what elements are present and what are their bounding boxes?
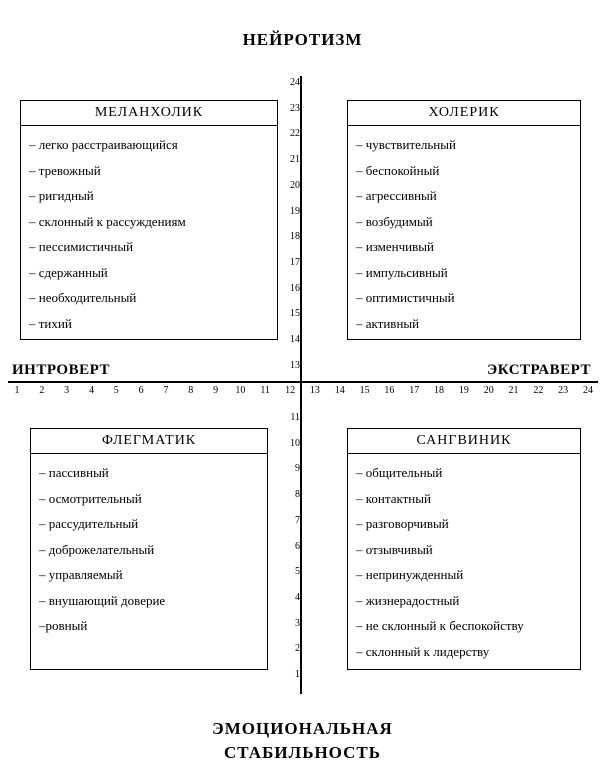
vertical-tick-label: 23 <box>290 102 300 114</box>
extravert-label: ЭКСТРАВЕРТ <box>487 362 591 378</box>
emotional-stability-line1: ЭМОЦИОНАЛЬНАЯ <box>212 719 393 738</box>
sanguine-box <box>347 428 581 670</box>
vertical-tick-label: 17 <box>290 256 300 268</box>
list-item: – общительный <box>356 465 443 480</box>
list-item: – контактный <box>356 490 431 506</box>
phlegmatic-title: ФЛЕГМАТИК <box>31 429 267 454</box>
list-item: – ригидный <box>29 188 94 203</box>
vertical-tick-label: 8 <box>295 489 300 501</box>
vertical-tick-label: 5 <box>295 566 300 578</box>
vertical-tick-label: 21 <box>290 154 300 166</box>
emotional-stability-title <box>0 717 605 765</box>
vertical-tick-label: 24 <box>290 77 300 88</box>
vertical-tick-label: 9 <box>295 463 300 475</box>
melancholic-list <box>21 126 277 336</box>
introvert-label: ИНТРОВЕРТ <box>12 362 110 378</box>
vertical-axis-line <box>300 76 302 694</box>
neuroticism-title: НЕЙРОТИЗМ <box>242 30 363 49</box>
vertical-tick-label: 14 <box>290 334 300 345</box>
horizontal-tick-label: 3 <box>64 385 70 396</box>
horizontal-tick-label: 13 <box>309 385 320 396</box>
horizontal-tick-label: 22 <box>533 385 544 396</box>
list-item: – управляемый <box>39 567 123 582</box>
horizontal-tick-label: 9 <box>213 385 219 396</box>
sanguine-title: САНГВИНИК <box>348 429 580 454</box>
vertical-tick-label: 3 <box>295 617 300 629</box>
horizontal-tick-label: 10 <box>235 385 246 396</box>
list-item: – тихий <box>29 315 72 331</box>
horizontal-tick-label: 7 <box>163 385 169 396</box>
horizontal-tick-label: 21 <box>508 385 519 396</box>
horizontal-axis-line <box>8 381 598 383</box>
horizontal-tick-label: 23 <box>558 385 569 396</box>
list-item: – доброжелательный <box>39 541 155 557</box>
vertical-tick-label: 2 <box>295 643 300 655</box>
melancholic-box <box>20 100 278 340</box>
list-item: – пассивный <box>39 465 109 480</box>
horizontal-tick-label: 17 <box>409 385 420 396</box>
list-item: – не склонный к беспокойству <box>356 618 524 633</box>
horizontal-tick-label: 5 <box>113 385 119 396</box>
vertical-tick-label: 11 <box>290 412 300 423</box>
vertical-tick-label: 18 <box>290 231 300 243</box>
list-item: – разговорчивый <box>356 516 449 531</box>
phlegmatic-list <box>31 454 267 639</box>
list-item: – изменчивый <box>356 239 434 254</box>
horizontal-tick-label: 15 <box>359 385 370 396</box>
list-item: –ровный <box>39 618 88 633</box>
list-item: – осмотрительный <box>39 490 142 506</box>
choleric-box <box>347 100 581 340</box>
horizontal-tick-label: 1 <box>14 385 20 396</box>
list-item: – склонный к рассуждениям <box>29 213 186 229</box>
choleric-title: ХОЛЕРИК <box>348 101 580 126</box>
list-item: – импульсивный <box>356 264 448 280</box>
list-item: – тревожный <box>29 162 101 178</box>
vertical-tick-label: 10 <box>290 437 300 449</box>
list-item: – беспокойный <box>356 162 440 178</box>
list-item: – склонный к лидерству <box>356 643 490 659</box>
horizontal-tick-label: 18 <box>434 385 445 396</box>
vertical-tick-label: 7 <box>295 514 300 526</box>
emotional-stability-line2: СТАБИЛЬНОСТЬ <box>224 743 381 762</box>
list-item: – агрессивный <box>356 188 437 203</box>
horizontal-tick-label: 12 <box>285 385 296 396</box>
vertical-tick-label: 4 <box>295 591 300 603</box>
vertical-tick-label: 13 <box>290 359 300 371</box>
list-item: – отзывчивый <box>356 541 433 557</box>
list-item: – жизнерадостный <box>356 592 460 608</box>
list-item: – необходительный <box>29 290 137 305</box>
vertical-tick-label: 6 <box>295 540 300 552</box>
list-item: – внушающий доверие <box>39 592 166 608</box>
vertical-tick-label: 16 <box>290 282 300 294</box>
vertical-tick-label: 19 <box>290 205 300 217</box>
horizontal-tick-label: 6 <box>138 385 144 396</box>
vertical-tick-label: 15 <box>290 308 300 320</box>
horizontal-tick-label: 8 <box>188 385 194 396</box>
horizontal-tick-label: 24 <box>583 385 593 396</box>
sanguine-list <box>348 454 580 664</box>
choleric-list <box>348 126 580 336</box>
list-item: – рассудительный <box>39 516 139 531</box>
horizontal-tick-label: 20 <box>483 385 494 396</box>
list-item: – легко расстраивающийся <box>29 137 178 152</box>
list-item: – чувствительный <box>356 137 456 152</box>
list-item: – сдержанный <box>29 264 108 280</box>
vertical-tick-label: 1 <box>295 669 300 680</box>
horizontal-tick-label: 11 <box>260 385 271 396</box>
list-item: – оптимистичный <box>356 290 455 305</box>
horizontal-tick-label: 4 <box>88 385 94 396</box>
list-item: – пессимистичный <box>29 239 134 254</box>
phlegmatic-box <box>30 428 268 670</box>
list-item: – активный <box>356 315 420 331</box>
list-item: – непринужденный <box>356 567 464 582</box>
horizontal-tick-label: 19 <box>458 385 469 396</box>
horizontal-tick-label: 16 <box>384 385 395 396</box>
horizontal-tick-label: 2 <box>39 385 45 396</box>
vertical-tick-label: 22 <box>290 128 300 140</box>
list-item: – возбудимый <box>356 213 433 229</box>
melancholic-title: МЕЛАНХОЛИК <box>21 101 277 126</box>
horizontal-tick-label: 14 <box>334 385 345 396</box>
vertical-tick-label: 20 <box>290 179 300 191</box>
